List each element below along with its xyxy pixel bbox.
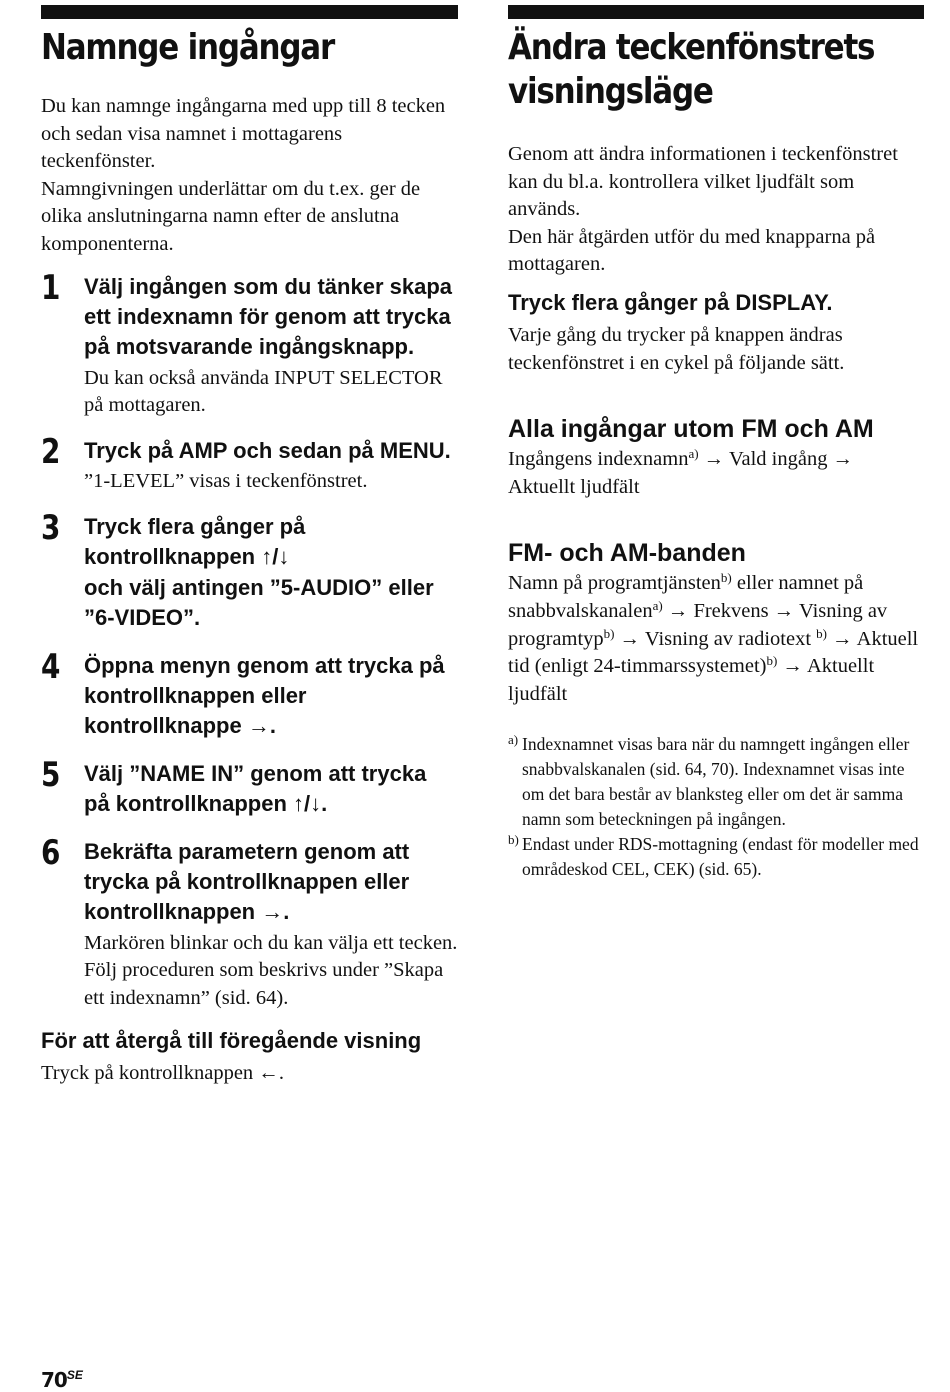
back-text: Tryck på kontrollknappen <box>41 1061 254 1084</box>
left-column <box>41 0 458 1087</box>
page-number <box>41 1363 83 1392</box>
sequence-item: Ingångens indexnamn <box>508 448 689 471</box>
section-title: visningsläge <box>508 71 713 112</box>
back-paragraph: Tryck på kontrollknappen ←. <box>41 1061 284 1084</box>
footnote-ref: a) <box>688 446 699 462</box>
step-title: Bekräfta parametern genom att trycka på kontrollknappen eller kontrollknappen →. <box>84 838 410 925</box>
section-heading: Alla ingångar utom FM och AM <box>508 415 874 444</box>
footnote-ref: b) <box>766 653 778 669</box>
arrow-icon: → <box>832 448 854 471</box>
sequence-item: Vald ingång <box>728 448 828 471</box>
section-bar <box>508 5 924 19</box>
section-bar <box>41 5 458 19</box>
step-number: 5 <box>41 754 61 795</box>
step-title-text: Välj ”NAME IN” genom att trycka på kontrollknappen <box>84 760 427 817</box>
sequence-item: Aktuell tid (enligt 24-timmarssystemet) <box>508 627 919 678</box>
step <box>41 754 458 820</box>
arrow-icon: → <box>619 627 641 650</box>
left-arrow-icon: ← <box>258 1061 279 1084</box>
footnote <box>508 732 924 832</box>
intro-paragraph: Den här åtgärden utför du med knapparna på mottagaren. <box>508 225 876 276</box>
subheading: För att återgå till föregående visning <box>41 1027 422 1053</box>
step-number: 4 <box>41 646 61 687</box>
arrow-icon: → <box>667 599 689 622</box>
intro-paragraph: Namngivningen underlättar om du t.ex. ger de olika anslutningarna namn efter de anslutna komponenterna. <box>41 177 421 255</box>
step-title: Välj ingången som du tänker skapa ett indexnamn för genom att trycka på motsvarande ingångsknapp. <box>84 273 452 360</box>
up-down-arrows-icon: ↑/↓ <box>261 544 290 570</box>
display-paragraph: Varje gång du trycker på knappen ändras teckenfönstret i en cykel på följande sätt. <box>508 323 845 374</box>
step <box>41 507 458 634</box>
sequence-item: Namn på programtjänsten <box>508 572 721 595</box>
page-number-value: 70 <box>41 1368 67 1392</box>
step-description: ”1-LEVEL” visas i teckenfönstret. <box>84 470 368 493</box>
step-number: 2 <box>41 431 61 472</box>
step <box>41 431 458 496</box>
step-title-part: och välj antingen ”5-AUDIO” eller ”6-VIDEO”. <box>84 574 434 631</box>
arrow-icon: → <box>703 448 725 471</box>
section-title: Namnge ingångar <box>41 27 335 68</box>
sequence-item: Aktuellt ljudfält <box>508 475 640 498</box>
footnote-ref: b) <box>603 625 615 641</box>
up-down-arrows-icon: ↑/↓ <box>293 791 322 817</box>
step-title: Välj ”NAME IN” genom att trycka på kontrollknappen ↑/↓. <box>84 760 427 817</box>
intro-paragraph: Genom att ändra informationen i teckenfönstret kan du bl.a. kontrollera vilket ljudfält som används. <box>508 143 898 221</box>
sequence-paragraph <box>508 446 924 501</box>
footnote-text: Endast under RDS-mottagning (endast för modeller med områdeskod CEL, CEK) (sid. 65). <box>522 834 919 880</box>
step-number: 3 <box>41 507 61 548</box>
step-number: 1 <box>41 267 61 308</box>
footnote-ref: b) <box>720 570 732 586</box>
footnote-text: Indexnamnet visas bara när du namngett ingången eller snabbvalskanalen (sid. 64, 70). Indexnamnet visas inte om det bara består av blanksteg eller om det är samma namn som beteckningen på ingången. <box>522 734 910 830</box>
right-arrow-icon: → <box>247 713 270 739</box>
step-title <box>84 512 458 634</box>
step <box>41 832 458 1013</box>
arrow-icon: → <box>782 655 803 678</box>
right-arrow-icon: → <box>261 899 284 925</box>
footnote <box>508 832 924 882</box>
section-title: Ändra teckenfönstrets <box>508 27 875 68</box>
sequence-item: Visning av radiotext <box>644 627 812 650</box>
step-title: Tryck på AMP och sedan på MENU. <box>84 437 451 463</box>
footnote-mark: a) <box>508 732 519 748</box>
sequence-item: eller namnet på snabbvalskanalen <box>508 572 864 622</box>
intro-paragraph: Du kan namnge ingångarna med upp till 8 tecken och sedan visa namnet i mottagarens teckenfönster. <box>41 95 446 173</box>
step-title-text: Öppna menyn genom att trycka på kontrollknappen eller kontrollknappe <box>84 652 445 739</box>
footnote-ref: b) <box>816 625 828 641</box>
right-column <box>508 0 924 882</box>
step-description: Du kan också använda INPUT SELECTOR på mottagaren. <box>84 366 443 417</box>
section-heading: FM- och AM-banden <box>508 539 746 568</box>
step <box>41 267 458 420</box>
footnote-ref: a) <box>652 597 663 613</box>
sequence-item: Frekvens <box>693 599 769 622</box>
arrow-icon: → <box>773 599 795 622</box>
footnotes <box>508 732 924 882</box>
sequence-item: Visning av programtyp <box>508 599 888 650</box>
page-number-suffix: SE <box>66 1368 83 1382</box>
step-title-part: Tryck flera gånger på kontrollknappen <box>84 513 306 570</box>
footnote-mark: b) <box>508 832 519 848</box>
sequence-item: Aktuellt ljudfält <box>508 655 875 705</box>
step-title: Öppna menyn genom att trycka på kontrollknappen eller kontrollknappe →. <box>84 652 445 739</box>
step-description: Markören blinkar och du kan välja ett tecken. Följ proceduren som beskrivs under ”Skapa ett indexnamn” (sid. 64). <box>84 931 458 1010</box>
step-number: 6 <box>41 832 61 873</box>
subheading: Tryck flera gånger på DISPLAY. <box>508 289 833 315</box>
arrow-icon: → <box>832 627 853 650</box>
sequence-paragraph <box>508 570 924 708</box>
step <box>41 646 458 742</box>
step-title-text: Bekräfta parametern genom att trycka på kontrollknappen eller kontrollknappen <box>84 838 410 925</box>
